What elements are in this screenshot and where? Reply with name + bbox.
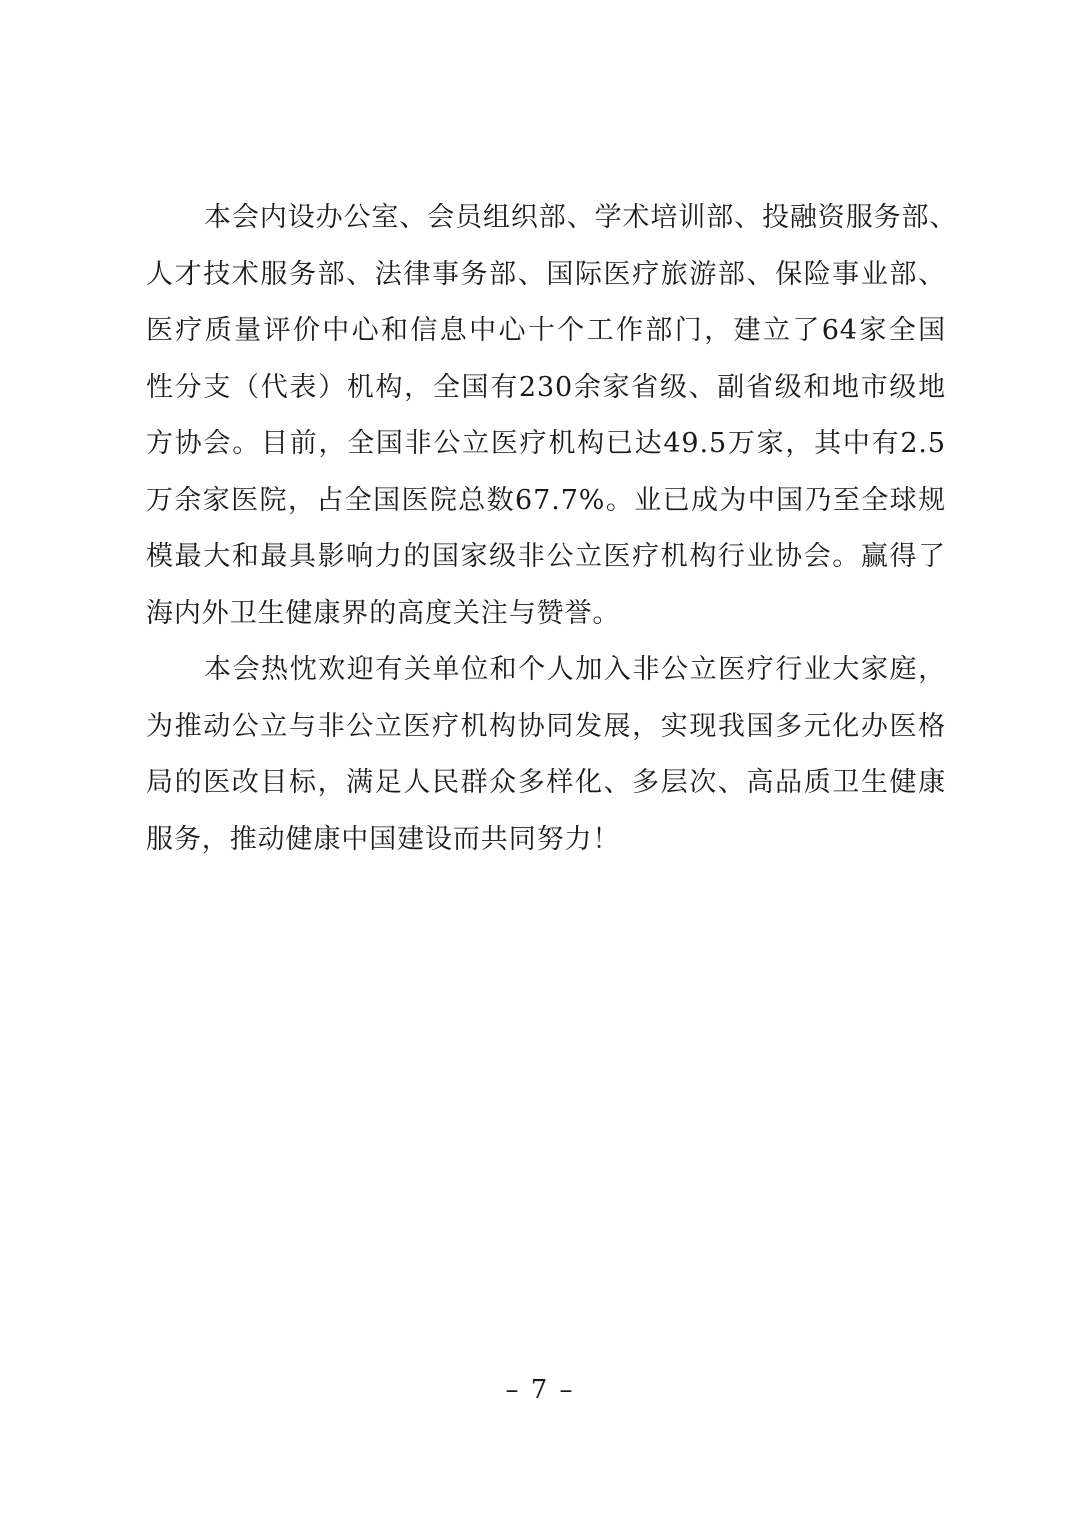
paragraph-departments [146, 190, 958, 642]
text-line: 服务，推动健康中国建设而共同努力！ [146, 823, 621, 855]
page-number: – 7 – [505, 1375, 575, 1405]
text-line: 局的医改目标，满足人民群众多样化、多层次、高品质卫生健康 [146, 767, 946, 798]
text-line: 本会内设办公室、会员组织部、学术培训部、投融资服务部、 [204, 202, 958, 233]
text-line: 本会热忱欢迎有关单位和个人加入非公立医疗行业大家庭， [204, 654, 946, 685]
text-line: 为推动公立与非公立医疗机构协同发展，实现我国多元化办医格 [146, 710, 946, 742]
paragraph-welcome [146, 642, 946, 868]
text-line: 海内外卫生健康界的高度关注与赞誉。 [146, 597, 621, 629]
text-line: 人才技术服务部、法律事务部、国际医疗旅游部、保险事业部、 [146, 258, 946, 290]
text-line: 性分支（代表）机构，全国有230余家省级、副省级和地市级地 [146, 371, 946, 403]
document-body [146, 190, 958, 868]
text-line: 万余家医院，占全国医院总数67.7%。业已成为中国乃至全球规 [146, 484, 946, 516]
text-line: 方协会。目前，全国非公立医疗机构已达49.5万家，其中有2.5 [146, 428, 946, 459]
text-line: 模最大和最具影响力的国家级非公立医疗机构行业协会。赢得了 [146, 541, 946, 572]
text-line: 医疗质量评价中心和信息中心十个工作部门，建立了64家全国 [146, 315, 946, 346]
